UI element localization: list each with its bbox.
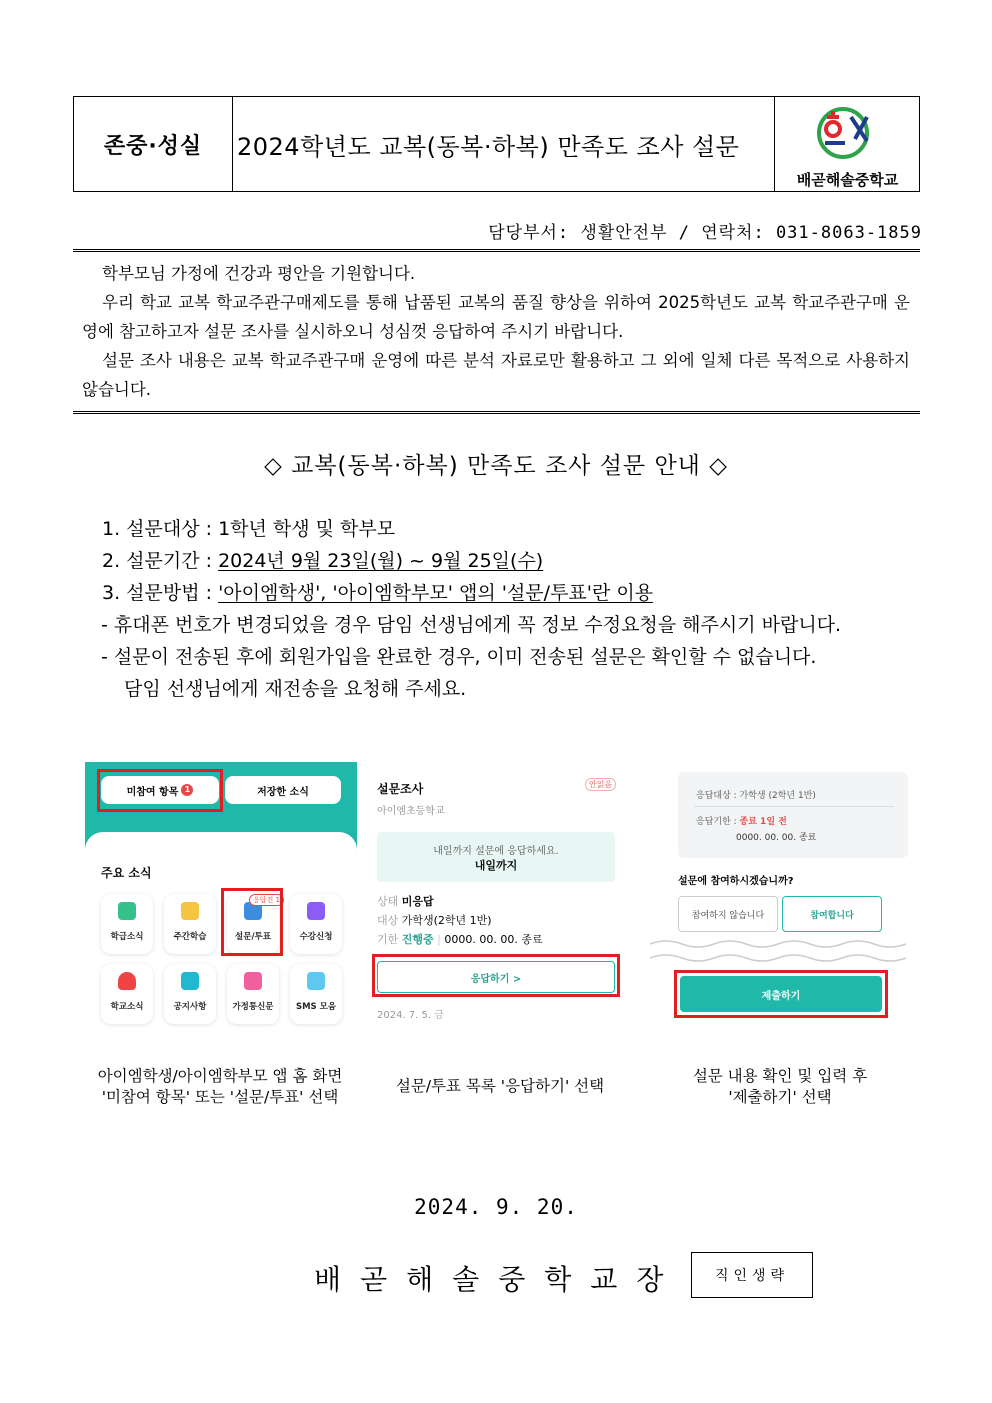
document-icon	[118, 902, 136, 920]
mail-icon	[307, 972, 325, 990]
notice-text: 내일까지 설문에 응답하세요.	[433, 846, 559, 857]
wave-divider	[650, 936, 912, 966]
guide-items	[102, 513, 932, 705]
post-date: 2024. 7. 5. 금	[377, 1010, 444, 1021]
tile-label: 설문/투표	[235, 932, 271, 942]
survey-info-box	[678, 772, 908, 858]
megaphone-icon	[181, 972, 199, 990]
pending-badge: 응답전 1	[249, 894, 284, 906]
school-logo	[774, 97, 920, 191]
item-label: 3. 설문방법 :	[102, 582, 219, 604]
unread-tag: 안읽음	[585, 778, 616, 791]
caption-line: 아이엠학생/아이엠학부모 앱 홈 화면	[97, 1067, 343, 1085]
caption-line: '미참여 항목' 또는 '설문/투표' 선택	[101, 1088, 339, 1106]
document-date: 2024. 9. 20.	[414, 1195, 578, 1219]
principal-signature: 배곧해솔중학교장	[314, 1263, 683, 1296]
school-motto: 존중·성실	[74, 97, 233, 191]
item-period	[102, 545, 932, 577]
tile-label: 가정통신문	[232, 1002, 274, 1012]
accept-button[interactable]: 참여합니다	[782, 896, 882, 932]
document-title: 2024학년도 교복(동복·하복) 만족도 조사 설문	[237, 132, 740, 161]
tile-label: 학급소식	[110, 932, 144, 942]
bell-icon	[118, 972, 136, 990]
caption-line: '제출하기' 선택	[728, 1088, 832, 1106]
tile-weekly[interactable]	[164, 894, 216, 954]
deadline-date: 0000. 00. 00. 종료	[736, 833, 817, 843]
deadline-label: 응답기한 :	[696, 817, 740, 827]
item-label: 1. 설문대상 :	[102, 518, 219, 540]
tile-course[interactable]	[290, 894, 342, 954]
intro-paragraph: 설문 조사 내용은 교복 학교주관구매 운영에 따른 분석 자료로만 활용하고 그 외에 일체 다른 목적으로 사용하지 않습니다.	[82, 351, 910, 399]
detail-value: 0000. 00. 00. 종료	[444, 933, 543, 946]
caption-list	[355, 1076, 645, 1097]
school-emblem-icon	[815, 103, 881, 165]
guide-title: ◇ 교복(동복·하복) 만족도 조사 설문 안내 ◇	[264, 453, 728, 479]
intro-text	[82, 259, 910, 404]
highlight-box	[97, 769, 223, 812]
caption-submit	[640, 1066, 920, 1108]
school-logo-text: 배곧해솔중학교	[796, 171, 899, 189]
letter-icon	[244, 972, 262, 990]
tile-label: 수강신청	[299, 932, 333, 942]
detail-value: 미응답	[401, 895, 434, 908]
detail-label: 상태	[377, 895, 399, 908]
tile-letters[interactable]	[227, 964, 279, 1024]
survey-details: 상태 미응답 대상 가학생(2학년 1반) 기한 진행중 | 0000. 00. 00. 종료	[377, 895, 543, 946]
participation-question: 설문에 참여하시겠습니까?	[678, 876, 794, 887]
edit-icon	[307, 902, 325, 920]
app-home-screenshot	[85, 762, 357, 1038]
item-label: 2. 설문기간 :	[102, 550, 219, 572]
detail-label: 기한	[377, 933, 399, 946]
count-badge: 1	[181, 784, 193, 796]
decline-button[interactable]: 참여하지 않습니다	[678, 896, 778, 932]
tile-label: 주간학습	[173, 932, 207, 942]
tile-sms[interactable]	[290, 964, 342, 1024]
item-target	[102, 513, 932, 545]
response-deadline	[696, 814, 787, 827]
survey-submit-screenshot	[650, 768, 912, 1030]
tile-label: 공지사항	[173, 1002, 207, 1012]
header-table	[73, 96, 920, 192]
intro-paragraph: 학부모님 가정에 건강과 평안을 기원합니다.	[102, 264, 416, 283]
contact-info: 담당부서: 생활안전부 / 연락처: 031-8063-1859	[488, 223, 922, 243]
survey-list-screenshot	[365, 768, 627, 1030]
divider	[73, 411, 920, 414]
deadline-notice	[377, 832, 615, 882]
tile-class-news[interactable]	[101, 894, 153, 954]
note: - 휴대폰 번호가 변경되었을 경우 담임 선생님에게 꼭 정보 수정요청을 해주시기 바랍니다.	[101, 614, 842, 636]
item-value: 1학년 학생 및 학부모	[218, 518, 396, 540]
highlight-box	[372, 954, 620, 997]
note: 담임 선생님에게 재전송을 요청해 주세요.	[124, 678, 467, 700]
tile-notice[interactable]	[164, 964, 216, 1024]
tile-school-news[interactable]	[101, 964, 153, 1024]
saved-news-button[interactable]: 저장한 소식	[225, 776, 341, 804]
section-title: 주요 소식	[101, 866, 152, 880]
tile-label: 학교소식	[110, 1002, 144, 1012]
caption-line: 설문 내용 확인 및 입력 후	[692, 1067, 868, 1085]
submit-button[interactable]: 제출하기	[680, 976, 882, 1012]
response-target: 응답대상 : 가학생 (2학년 1반)	[696, 791, 816, 801]
highlight-box	[221, 888, 283, 956]
detail-label: 대상	[377, 914, 399, 927]
item-value: 2024년 9월 23일(월) ~ 9월 25일(수)	[218, 550, 544, 572]
deadline-remaining: 종료 1일 전	[739, 817, 787, 827]
highlight-box	[674, 970, 888, 1018]
note: - 설문이 전송된 후에 회원가입을 완료한 경우, 이미 전송된 설문은 확인할 수 없습니다.	[101, 646, 817, 668]
tile-label: SMS 모음	[295, 1002, 337, 1012]
news-card	[85, 832, 357, 1038]
respond-button[interactable]: 응답하기 >	[377, 961, 615, 993]
detail-value: 가학생(2학년 1반)	[401, 914, 492, 927]
calendar-icon	[181, 902, 199, 920]
item-method	[102, 577, 932, 609]
school-name: 아이엠초등학교	[377, 806, 445, 817]
survey-title: 설문조사	[377, 782, 424, 796]
seal-omitted-box: 직인생략	[691, 1252, 813, 1298]
intro-paragraph: 우리 학교 교복 학교주관구매제도를 통해 납품된 교복의 품질 향상을 위하여 2025학년도 교복 학교주관구매 운영에 참고하고자 설문 조사를 실시하오니 성심껏 응답하여 주시기 바랍니다.	[82, 293, 910, 341]
caption-home	[70, 1066, 370, 1108]
detail-state: 진행중	[401, 933, 434, 946]
divider	[73, 249, 920, 252]
caption-line: 설문/투표 목록 '응답하기' 선택	[395, 1077, 605, 1095]
button-label: 미참여 항목	[126, 786, 179, 798]
notice-emphasis: 내일까지	[474, 859, 518, 872]
item-value: '아이엠학생', '아이엠학부모' 앱의 '설문/투표'란 이용	[218, 582, 654, 604]
